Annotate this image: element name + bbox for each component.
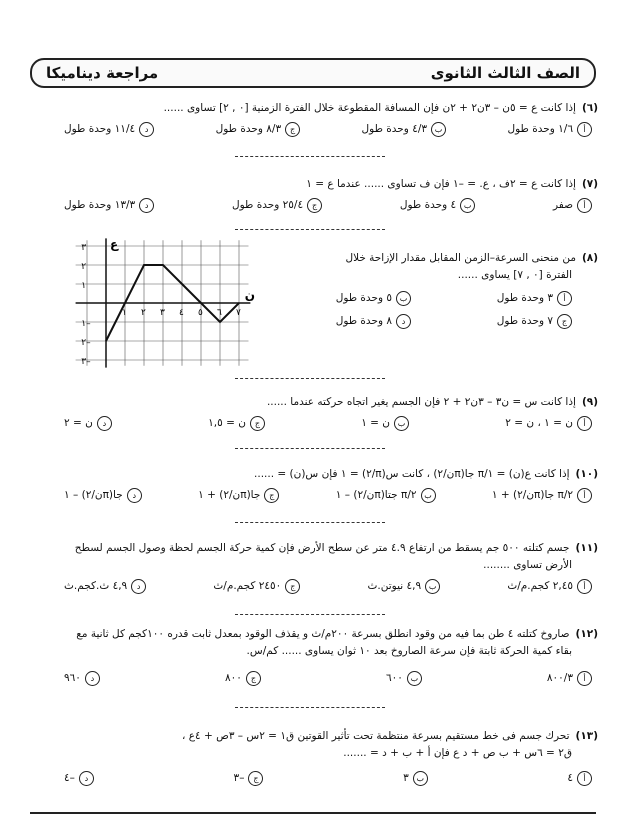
y-tick-label: ١ [81, 281, 87, 291]
option-text: ٦٠٠ [385, 672, 403, 684]
option-text: ٨٠٠/٣ [546, 672, 573, 684]
option-text: ٢٤٥٠ كجم.م/ث [213, 580, 282, 592]
option-letter: د [396, 314, 411, 329]
option-letter: ب [460, 198, 475, 213]
option-text: ن = ١ [361, 417, 391, 429]
question-10 [24, 466, 598, 504]
question-stem: إذا كانت ع(ن) = ١/π جا(πن/٢) ، كانت س(π/٢) = ١ فإن س(ن) = ...... [254, 468, 570, 480]
option-letter: ج [285, 122, 300, 137]
question-12 [24, 626, 598, 687]
option-letter: ب [425, 579, 440, 594]
option-letter: د [79, 771, 94, 786]
question-11 [24, 540, 598, 595]
option-letter: ج [250, 416, 265, 431]
separator [235, 156, 385, 157]
option-letter: ب [431, 122, 446, 137]
options-row [24, 121, 598, 138]
option-letter: أ [577, 579, 592, 594]
option-d[interactable] [64, 770, 94, 787]
option-a[interactable] [567, 770, 592, 787]
option-c[interactable] [411, 313, 572, 330]
grade-title: الصف الثالث الثانوى [430, 64, 580, 82]
options-row [24, 197, 598, 214]
option-text: ٢/π جتا(πن/٢) – ١ [335, 489, 417, 501]
option-d[interactable] [64, 121, 154, 138]
question-8 [250, 250, 598, 330]
option-c[interactable] [213, 578, 300, 595]
y-tick-label: ٢– [81, 338, 91, 348]
option-letter: أ [577, 416, 592, 431]
question-9 [24, 394, 598, 432]
option-letter: ب [396, 291, 411, 306]
option-letter: أ [577, 671, 592, 686]
question-stem-line2: الأرض تساوى ........ [483, 559, 572, 571]
option-text: ٤,٩ ث.كجم.ث [64, 580, 128, 592]
subject-title: مراجعة ديناميكا [46, 64, 159, 82]
option-text: ٤ [567, 772, 573, 784]
option-text: ١/٦ وحدة طول [507, 123, 573, 135]
x-tick-label: ٥ [198, 308, 203, 318]
velocity-time-graph [64, 236, 255, 370]
option-c[interactable] [225, 670, 261, 687]
option-a[interactable] [411, 290, 572, 307]
x-tick-label: ٤ [179, 308, 184, 318]
option-text: –٤ [64, 772, 75, 784]
option-letter: د [127, 488, 142, 503]
option-a[interactable] [492, 487, 592, 504]
question-stem: إذا كانت ع = ٥ن – ٣ن٢ + ٢ن فإن المسافة المقطوعة خلال الفترة الزمنية [٠ , ٢] تساوى ...... [163, 102, 576, 114]
options-row [24, 670, 598, 687]
option-text: ٣ [403, 772, 409, 784]
option-d[interactable] [64, 670, 100, 687]
option-text: ١١/٤ وحدة طول [64, 123, 136, 135]
option-text: ٧ وحدة طول [496, 315, 553, 327]
option-c[interactable] [216, 121, 301, 138]
question-stem-line1: تحرك جسم فى خط مستقيم بسرعة منتظمة تحت تأثير القوتين ق١ = ٢س – ٣ص + ٤ع ، [182, 730, 570, 742]
question-13 [24, 728, 598, 787]
option-letter: أ [577, 122, 592, 137]
option-letter: د [139, 122, 154, 137]
y-tick-label: ٣ [81, 243, 87, 253]
separator [235, 378, 385, 379]
option-d[interactable] [64, 197, 154, 214]
option-b[interactable] [336, 487, 436, 504]
option-a[interactable] [508, 121, 593, 138]
option-b[interactable] [368, 578, 441, 595]
option-text: ٢/π جا(πن/٢) + ١ [491, 489, 573, 501]
option-b[interactable] [250, 290, 411, 307]
question-stem: إذا كانت س = ن٣ – ٣ن٢ + ٢ فإن الجسم يغير اتجاه حركته عندما ...... [266, 396, 576, 408]
option-letter: ب [407, 671, 422, 686]
question-6 [24, 100, 598, 138]
option-a[interactable] [505, 415, 592, 432]
option-text: جا(πن/٢) – ١ [64, 489, 123, 501]
question-number: (١٠) [575, 468, 598, 480]
separator [235, 522, 385, 523]
option-a[interactable] [547, 670, 592, 687]
option-b[interactable] [403, 770, 428, 787]
separator [235, 448, 385, 449]
question-number: (١٢) [575, 628, 598, 640]
option-letter: أ [577, 488, 592, 503]
option-letter: ج [285, 579, 300, 594]
question-number: (١٣) [575, 730, 598, 742]
option-text: ٤/٣ وحدة طول [361, 123, 428, 135]
option-d[interactable] [64, 415, 112, 432]
option-letter: د [131, 579, 146, 594]
question-stem-line1: من منحنى السرعة–الزمن المقابل مقدار الإزاحة خلال [345, 252, 576, 264]
y-tick-label: ٣– [81, 357, 91, 367]
x-axis-label: ن [244, 288, 255, 302]
option-letter: د [97, 416, 112, 431]
question-stem-line1: صاروخ كتلته ٤ طن بما فيه من وقود انطلق بسرعة ٢٠٠م/ث و يقذف الوقود بمعدل ثابت قدره ١٠٠كجم كل ثانية مع [76, 628, 570, 640]
option-letter: ج [557, 314, 572, 329]
option-c[interactable] [198, 487, 279, 504]
option-a[interactable] [553, 197, 592, 214]
option-text: ن = ١ ، ن = ٢ [505, 417, 573, 429]
option-letter: أ [577, 771, 592, 786]
x-tick-label: ٦ [217, 308, 222, 318]
option-text: ٤,٩ نيوتن.ث [367, 580, 422, 592]
question-number: (١١) [575, 542, 598, 554]
question-stem-line2: الفترة [٠ , ٧] يساوى ...... [457, 269, 572, 281]
option-text: ٨/٣ وحدة طول [215, 123, 282, 135]
options-grid [250, 290, 598, 330]
option-letter: أ [557, 291, 572, 306]
separator [235, 707, 385, 708]
option-letter: ب [413, 771, 428, 786]
question-number: (٨) [581, 252, 598, 264]
option-text: جا(πن/٢) + ١ [198, 489, 261, 501]
options-row [24, 415, 598, 432]
option-text: ٢,٤٥ كجم.م/ث [507, 580, 573, 592]
options-row [24, 770, 598, 787]
question-number: (٦) [581, 102, 598, 114]
question-number: (٩) [581, 396, 598, 408]
x-tick-label: ٢ [141, 308, 146, 318]
question-stem-line1: جسم كتلته ٥٠٠ جم يسقط من ارتفاع ٤.٩ متر عن سطح الأرض فإن كمية حركة الجسم لحظة وصول الجسم لسطح [74, 542, 570, 554]
option-text: ٩٦٠ [64, 672, 81, 684]
option-b[interactable] [362, 121, 447, 138]
option-letter: د [139, 198, 154, 213]
question-stem-line2: ق٢ = ٦س + ب ص + د ع فإن أ + ب + د = ....... [343, 747, 572, 759]
option-d[interactable] [64, 578, 146, 595]
option-text: ٤ وحدة طول [399, 199, 457, 211]
option-letter: ب [394, 416, 409, 431]
option-text: ٢٥/٤ وحدة طول [231, 199, 304, 211]
option-letter: ج [246, 671, 261, 686]
separator [235, 614, 385, 615]
option-b[interactable] [361, 415, 409, 432]
option-letter: ج [248, 771, 263, 786]
option-a[interactable] [507, 578, 592, 595]
question-stem: إذا كانت ع = ٢ف ، ع. = –١ فإن ف تساوى ...... عندما ع = ١ [306, 178, 576, 190]
option-c[interactable] [208, 415, 265, 432]
page-bottom-rule [30, 812, 596, 814]
option-letter: ب [421, 488, 436, 503]
option-letter: ج [264, 488, 279, 503]
y-tick-label: ١– [81, 319, 91, 329]
x-tick-label: ١ [122, 308, 127, 318]
option-text: ٣ وحدة طول [496, 292, 553, 304]
separator [235, 229, 385, 230]
options-row [24, 487, 598, 504]
option-text: ن = ٢ [64, 417, 93, 429]
options-row [24, 578, 598, 595]
question-7 [24, 176, 598, 214]
x-tick-label: ٧ [236, 308, 241, 318]
option-d[interactable] [64, 487, 142, 504]
option-d[interactable] [250, 313, 411, 330]
option-c[interactable] [232, 197, 322, 214]
option-text: –٣ [233, 772, 245, 784]
x-tick-label: ٣ [160, 308, 165, 318]
option-b[interactable] [386, 670, 422, 687]
option-letter: ج [307, 198, 322, 213]
option-text: ن = ١,٥ [208, 417, 246, 429]
option-c[interactable] [234, 770, 264, 787]
option-text: ١٣/٣ وحدة طول [64, 199, 136, 211]
option-letter: د [85, 671, 100, 686]
question-number: (٧) [581, 178, 598, 190]
option-letter: أ [577, 198, 592, 213]
option-text: ٨٠٠ [224, 672, 242, 684]
page-header [30, 58, 596, 88]
y-tick-label: ٢ [81, 262, 87, 272]
option-text: ٨ وحدة طول [335, 315, 392, 327]
option-text: صفر [552, 199, 573, 211]
option-text: ٥ وحدة طول [335, 292, 392, 304]
question-stem-line2: بقاء كمية الحركة ثابتة فإن سرعة الصاروخ بعد ١٠ ثوان يساوى ...... كم/س. [246, 645, 572, 657]
y-axis-label: ع [110, 237, 119, 251]
option-b[interactable] [400, 197, 475, 214]
